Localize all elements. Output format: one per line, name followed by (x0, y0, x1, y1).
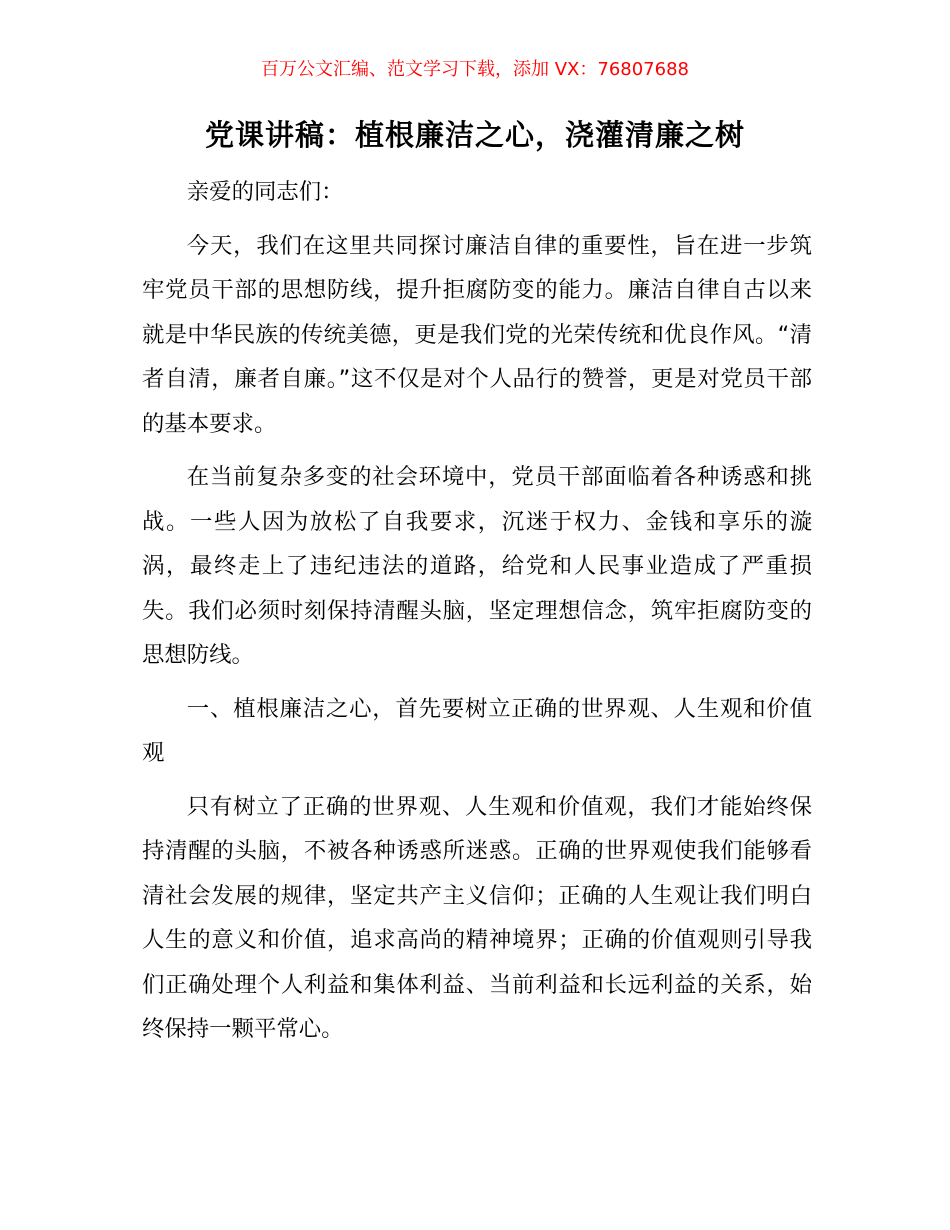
document-title: 党课讲稿：植根廉洁之心，浇灌清廉之树 (204, 118, 745, 152)
paragraph-intro: 今天，我们在这里共同探讨廉洁自律的重要性，旨在进一步筑牢党员干部的思想防线，提升拒腐防变的能力。廉洁自律自古以来就是中华民族的传统美德，更是我们党的光荣传统和优良作风。“清者自清，廉者自廉。”这不仅是对个人品行的赞誉，更是对党员干部的基本要求。 (142, 232, 812, 437)
document-body (142, 170, 812, 1061)
watermark-banner: 百万公文汇编、范文学习下载，添加 VX：76807688 (261, 59, 689, 80)
greeting: 亲爱的同志们： (186, 179, 344, 205)
section-heading-1: 一、植根廉洁之心，首先要树立正确的世界观、人生观和价值观 (142, 695, 812, 766)
paragraph-context: 在当前复杂多变的社会环境中，党员干部面临着各种诱惑和挑战。一些人因为放松了自我要求，沉迷于权力、金钱和享乐的漩涡，最终走上了违纪违法的道路，给党和人民事业造成了严重损失。我们必须时刻保持清醒头脑，坚定理想信念，筑牢拒腐防变的思想防线。 (142, 464, 812, 668)
paragraph-section-1: 只有树立了正确的世界观、人生观和价值观，我们才能始终保持清醒的头脑，不被各种诱惑所迷惑。正确的世界观使我们能够看清社会发展的规律，坚定共产主义信仰；正确的人生观让我们明白人生的意义和价值，追求高尚的精神境界；正确的价值观则引导我们正确处理个人利益和集体利益、当前利益和长远利益的关系，始终保持一颗平常心。 (142, 793, 812, 1042)
